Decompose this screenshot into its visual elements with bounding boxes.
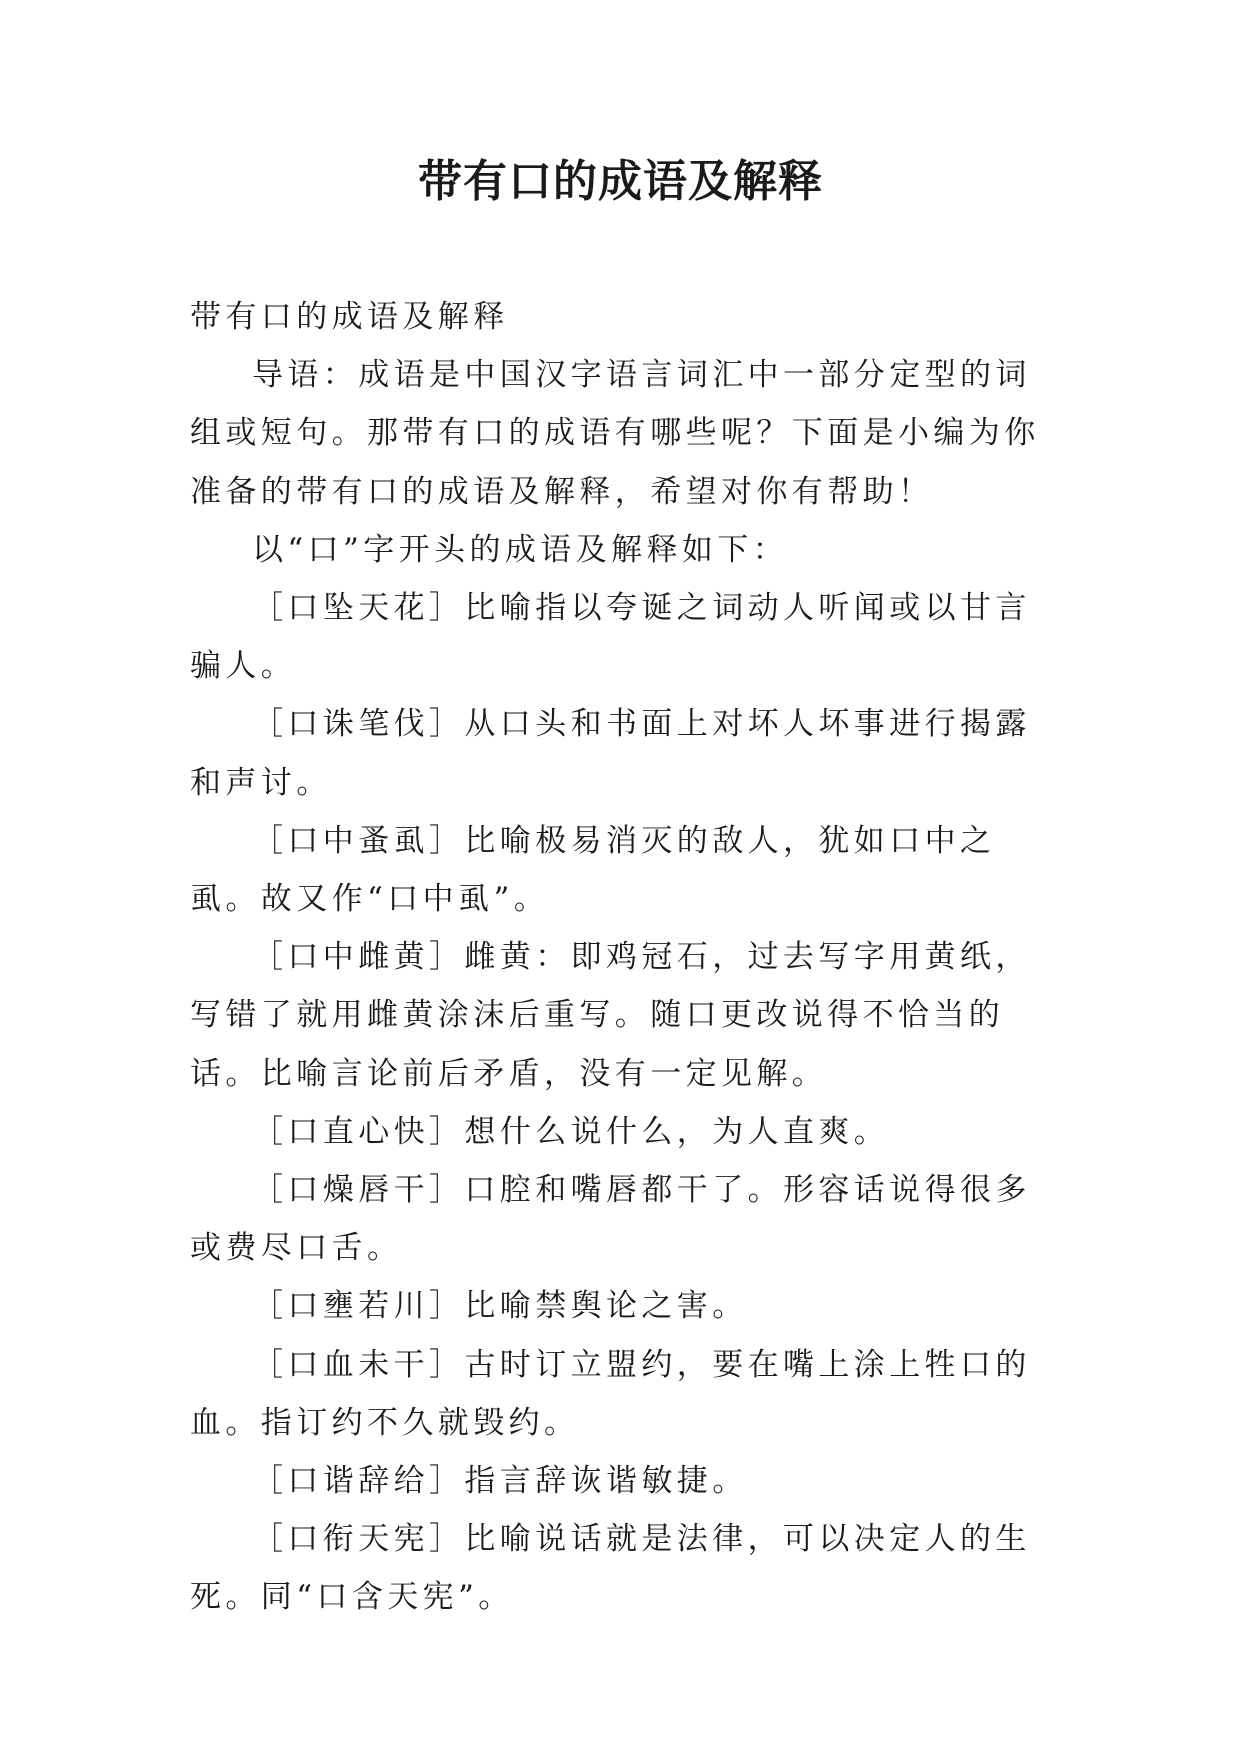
idiom-entry: ［口谐辞给］指言辞诙谐敏捷。 [252,1463,748,1500]
idiom-entry: ［口血未干］古时订立盟约，要在嘴上涂上牲口的血。指订约不久就毁约。 [190,1346,1031,1441]
document-body [190,288,1050,1627]
idiom-entry: ［口中蚤虱］比喻极易消灭的敌人，犹如口中之虱。故又作“口中虱”。 [190,822,996,918]
document-subtitle: 带有口的成语及解释 [190,299,509,335]
lead-paragraph: 以“口”字开头的成语及解释如下： [252,531,789,568]
idiom-entry: ［口衔天宪］比喻说话就是法律，可以决定人的生死。同“口含天宪”。 [190,1521,1031,1616]
idiom-entry: ［口诛笔伐］从口头和书面上对坏人坏事进行揭露和声讨。 [190,706,1031,801]
idiom-entry: ［口中雌黄］雌黄：即鸡冠石，过去写字用黄纸，写错了就用雌黄涂沫后重写。随口更改说得不恰当的话。比喻言论前后矛盾，没有一定见解。 [190,939,1031,1092]
idiom-entry: ［口壅若川］比喻禁舆论之害。 [252,1288,748,1325]
idiom-entry: ［口燥唇干］口腔和嘴唇都干了。形容话说得很多或费尽口舌。 [190,1172,1031,1267]
intro-paragraph: 导语：成语是中国汉字语言词汇中一部分定型的词组或短句。那带有口的成语有哪些呢？下面是小编为你准备的带有口的成语及解释，希望对你有帮助！ [190,357,1040,510]
idiom-entry: ［口直心快］想什么说什么，为人直爽。 [252,1113,890,1150]
document-title: 带有口的成语及解释 [418,156,823,207]
idiom-entry: ［口坠天花］比喻指以夸诞之词动人听闻或以甘言骗人。 [190,590,1031,685]
